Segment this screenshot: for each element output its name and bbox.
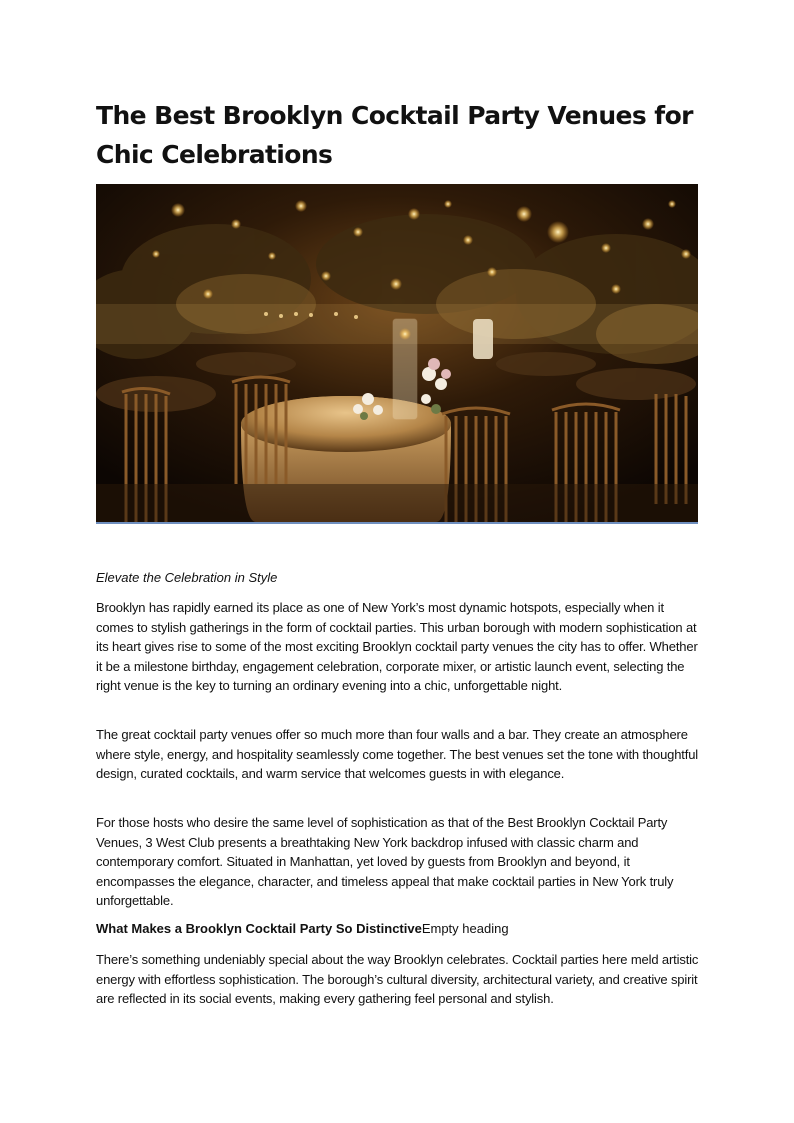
section-heading xyxy=(96,920,509,938)
section-heading-trail: Empty heading xyxy=(421,921,509,936)
paragraph-atmosphere: The great cocktail party venues offer so much more than four walls and a bar. They create an atmosphere where style, energy, and hospitality seamlessly come together. The best venues set the tone with thoughtful design, curated cocktails, and warm service that welcomes guests in with elegance. xyxy=(96,727,699,781)
paragraph-3-west-club: For those hosts who desire the same level of sophistication as that of the Best Brooklyn Cocktail Party Venues, 3 West Club presents a breathtaking New York backdrop infused with classic charm and contemporary comfort. Situated in Manhattan, yet loved by guests from Brooklyn and beyond, it encompasses the elegance, character, and timeless appeal that make cocktail parties in New York truly unforgettable. xyxy=(96,815,674,908)
subtitle: Elevate the Celebration in Style xyxy=(96,570,278,585)
paragraph-brooklyn-celebrates: There’s something undeniably special about the way Brooklyn celebrates. Cocktail parties here meld artistic energy with effortless sophistication. The borough’s cultural diversity, architectural variety, and creative spirit are reflected in its social events, making every gathering feel personal and stylish. xyxy=(96,952,699,1006)
paragraph-intro: Brooklyn has rapidly earned its place as one of New York’s most dynamic hotspots, especially when it comes to stylish gatherings in the form of cocktail parties. This urban borough with modern sophistication at its heart gives rise to some of the most exciting Brooklyn cocktail party venues the city has to offer. Whether it be a milestone birthday, engagement celebration, corporate mixer, or artistic launch event, selecting the right venue is the key to turning an ordinary evening into a chic, unforgettable night. xyxy=(96,600,698,693)
page-title: The Best Brooklyn Cocktail Party Venues for Chic Celebrations xyxy=(96,101,693,169)
section-heading-bold: What Makes a Brooklyn Cocktail Party So Distinctive xyxy=(96,921,422,936)
hero-image xyxy=(96,184,698,524)
